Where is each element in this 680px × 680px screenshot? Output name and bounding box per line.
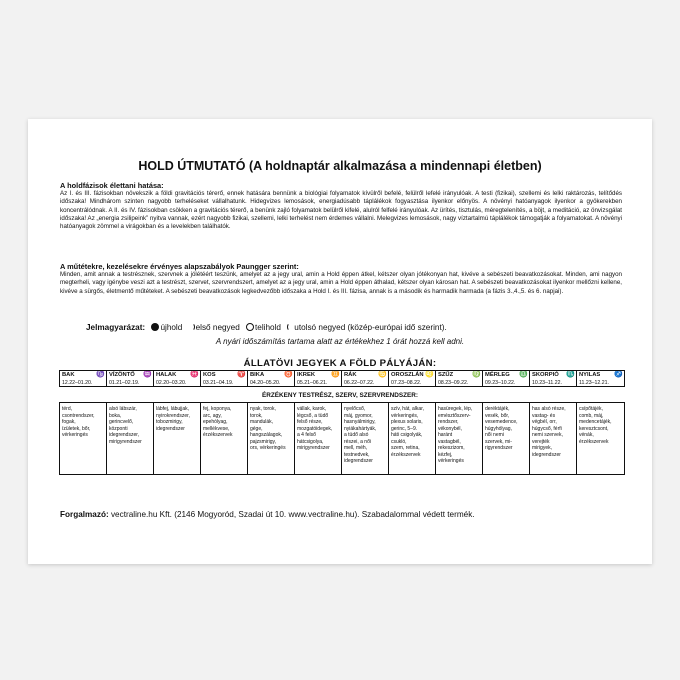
- sign-dates: 03.21–04.19.: [203, 380, 234, 386]
- libra-icon: ♎: [519, 371, 528, 378]
- sign-name: MÉRLEG: [485, 372, 510, 378]
- sign-dates: 09.23–10.22.: [485, 380, 516, 386]
- organs-row: [59, 402, 625, 475]
- section-text: Az I. és III. fázisokban növekszik a földi gravitációs térerő, ennek hatására bennünk a biológiai folyamatok kívülről befelé, felülről lefelé irányulóak. A testi (fizikai), szellemi és lelki raktározás, telítődés időszaka! Mindhárom szinten nagyobb terheléseket vállalhatunk. Hidegvizes lemosások, energiadúsabb táplálékok fogyasztása ilyenkor előnyös. A növényi hatóanyagok ilyenkor a gyökerekben koncentrálódnak. A II. és IV. fázisokban csökken a gravitációs térerő, a benünk zajló folyamatok belülről kifelé, alulról felfelé irányulóak. Az ürítés, tisztulás, méregtelenítés, a böjt, a meditáció, az önvizsgálat időszaka! Az „energia zsilipeink” nyitva vannak, ezért nagyobb fizikai, szellemi, lelki terhelést nem érdemes vállalni. Melegvizes lemosások, nagy víztartalmú táplálékok támogatják a folyamatokat. A növényi hatóanyagok zömmel a virágokban és a levelekben találhatók.: [60, 190, 622, 231]
- sign-cell: [530, 371, 577, 386]
- sign-name: NYILAS: [579, 372, 601, 378]
- taurus-icon: ♉: [284, 371, 293, 378]
- aquarius-icon: ♒: [143, 371, 152, 378]
- sign-name: HALAK: [156, 372, 177, 378]
- gemini-icon: ♊: [331, 371, 340, 378]
- section-heading: A műtétekre, kezelésekre érvényes alapszabályok Paungger szerint:: [60, 262, 299, 271]
- organ-cell: csípőtájék, comb, máj, medencetájék, keresztcsont, vénák, érzékszervek: [579, 406, 612, 445]
- organ-cell: hasüregek, lép, emésztőszerv- rendszer, vékonybél, haránt vastagbél, rekeszizom, kézfej, vérkeringés: [436, 403, 483, 474]
- sign-dates: 05.21–06.21.: [297, 380, 328, 386]
- capricorn-icon: ♑: [96, 371, 105, 378]
- sign-name: BIKA: [250, 372, 265, 378]
- aries-icon: ♈: [237, 371, 246, 378]
- organ-cell: vállak, karok, légcső, a tüdő felső része, mozgatóidegek, a 4 felső hátcsigolya, mirigyrendszer: [295, 403, 342, 474]
- organ-cell: nyelőcső, máj, gyomor, hasnyálmirigy, nyiákahártyák, a tüdő alsó részei, a női mell, méh, testnedvek, idegrendszer: [342, 403, 389, 474]
- first-quarter-icon: [189, 323, 195, 331]
- sign-cell: [295, 371, 342, 386]
- zodiac-signs-row: [59, 370, 625, 387]
- legend-item-full-moon: telihold: [246, 323, 281, 332]
- sign-name: VÍZÖNTŐ: [109, 372, 135, 378]
- section-moon-phases: [60, 181, 622, 231]
- scorpio-icon: ♏: [566, 371, 575, 378]
- sign-dates: 02.20–03.20.: [156, 380, 187, 386]
- sign-name: BAK: [62, 372, 75, 378]
- sign-name: SZŰZ: [438, 372, 454, 378]
- section-surgery-rules: [60, 262, 622, 296]
- cancer-icon: ♋: [378, 371, 387, 378]
- footer: [60, 510, 622, 519]
- sign-cell: [342, 371, 389, 386]
- new-moon-icon: [151, 323, 159, 331]
- legend-item-first-quarter: első negyed: [189, 323, 240, 332]
- page-title: HOLD ÚTMUTATÓ (A holdnaptár alkalmazása a mindennapi életben): [138, 159, 542, 173]
- sign-dates: 12.22–01.20.: [62, 380, 93, 386]
- organ-cell: térd, csontrendszer, fogak, ízületek, bőr, vérkeringés: [60, 403, 107, 474]
- sign-cell: [248, 371, 295, 386]
- organ-cell: has alsó része, vastag- és végbél, orr, húgycső, férfi nemi szervek, verejték mirigyek, idegrendszer: [530, 403, 577, 474]
- sign-cell: [483, 371, 530, 386]
- summer-time-note: A nyári időszámítás tartama alatt az értékekhez 1 órát hozzá kell adni.: [215, 337, 465, 346]
- leo-icon: ♌: [425, 371, 434, 378]
- legend-item-new-moon: újhold: [151, 323, 182, 332]
- legend-label: Jelmagyarázat:: [86, 323, 146, 332]
- sign-name: RÁK: [344, 372, 357, 378]
- organ-cell: szív, hát, alkar, vérkeringés, plexus solaris, gerinc, 5–9. háti csigolyák, csukló, szem, retina, érzékszervek: [389, 403, 436, 474]
- sign-dates: 10.23–11.22.: [532, 380, 562, 386]
- pisces-icon: ♓: [190, 371, 199, 378]
- zodiac-heading: ÁLLATÖVI JEGYEK A FÖLD PÁLYÁJÁN:: [243, 358, 437, 369]
- full-moon-icon: [246, 323, 254, 331]
- virgo-icon: ♍: [472, 371, 481, 378]
- sign-dates: 07.23–08.22.: [391, 380, 422, 386]
- sign-dates: 04.20–05.20.: [250, 380, 281, 386]
- sign-name: KOS: [203, 372, 216, 378]
- sign-name: IKREK: [297, 372, 316, 378]
- sign-cell: [389, 371, 436, 386]
- sign-name: SKORPIÓ: [532, 372, 559, 378]
- footer-text: vectraline.hu Kft. (2146 Mogyoród, Szadai út 10. www.vectraline.hu). Szabadalommal védett termék.: [108, 510, 475, 519]
- moon-guide-card: [28, 119, 652, 564]
- sign-dates: 11.23–12.21.: [579, 380, 609, 386]
- section-heading: A holdfázisok élettani hatása:: [60, 181, 164, 190]
- sign-name: OROSZLÁN: [391, 372, 424, 378]
- sign-dates: 01.21–02.19.: [109, 380, 140, 386]
- sign-cell: [436, 371, 483, 386]
- legend-item-last-quarter: utolsó negyed (közép-európai idő szerint).: [287, 323, 446, 332]
- sign-dates: 06.22–07.22.: [344, 380, 375, 386]
- organ-cell: alsó lábszár, boka, gerincvelő, központi idegrendszer, mirigyrendszer: [107, 403, 154, 474]
- last-quarter-icon: [287, 323, 293, 331]
- organ-cell: deréktájék, vesék, bőr, vesemedence, húgyhólyag, női nemi szervek, mi- rigyrendszer: [483, 403, 530, 474]
- legend: [86, 323, 622, 332]
- section-text: Minden, amit annak a testrésznek, szervnek a jólétéért teszünk, amelyet az a jegy ural, amin a Hold éppen átkel, kétszer olyan jótékonyan hat, kivéve a sebészeti beavatkozásokat. Minden, ami nagyon megterheli, vagy igénybe veszi azt a testrészt, szervet, szervrendszert, amelyet az a jegy ural, amin a Hold éppen áthalad, kétszer olyan károsan hat. A sebészeti beavatkozásokat ilyenkor mellőzni kellene, kivéve a sürgős, életmentő műtéteket. A sebészeti beavatkozások legkedvezőbb időszaka a Hold I. és III. fázisa, annak is a második és harmadik harmada (a fázis 3.,4.,5. és 6. napjai).: [60, 271, 622, 295]
- sign-cell: [107, 371, 154, 386]
- sign-cell: [60, 371, 107, 386]
- sign-cell: [154, 371, 201, 386]
- sign-cell: [577, 371, 624, 386]
- sign-dates: 08.23–09.22.: [438, 380, 469, 386]
- organ-cell: lábfej, lábujjak, nyirokrendszer, tobozmirigy, idegrendszer: [154, 403, 201, 474]
- sign-cell: [201, 371, 248, 386]
- sagittarius-icon: ♐: [614, 371, 623, 378]
- organ-cell: nyak, torok, torok, mandulák, gége, hangszálagok, pajzsmirigy, ors, vérkeringés: [248, 403, 295, 474]
- organs-heading: ÉRZÉKENY TESTRÉSZ, SZERV, SZERVRENDSZER:: [261, 392, 418, 399]
- organ-cell: fej, koponya, arc, agy, epehólyag, mellékvese, érzékszervek: [201, 403, 248, 474]
- footer-label: Forgalmazó:: [60, 510, 109, 519]
